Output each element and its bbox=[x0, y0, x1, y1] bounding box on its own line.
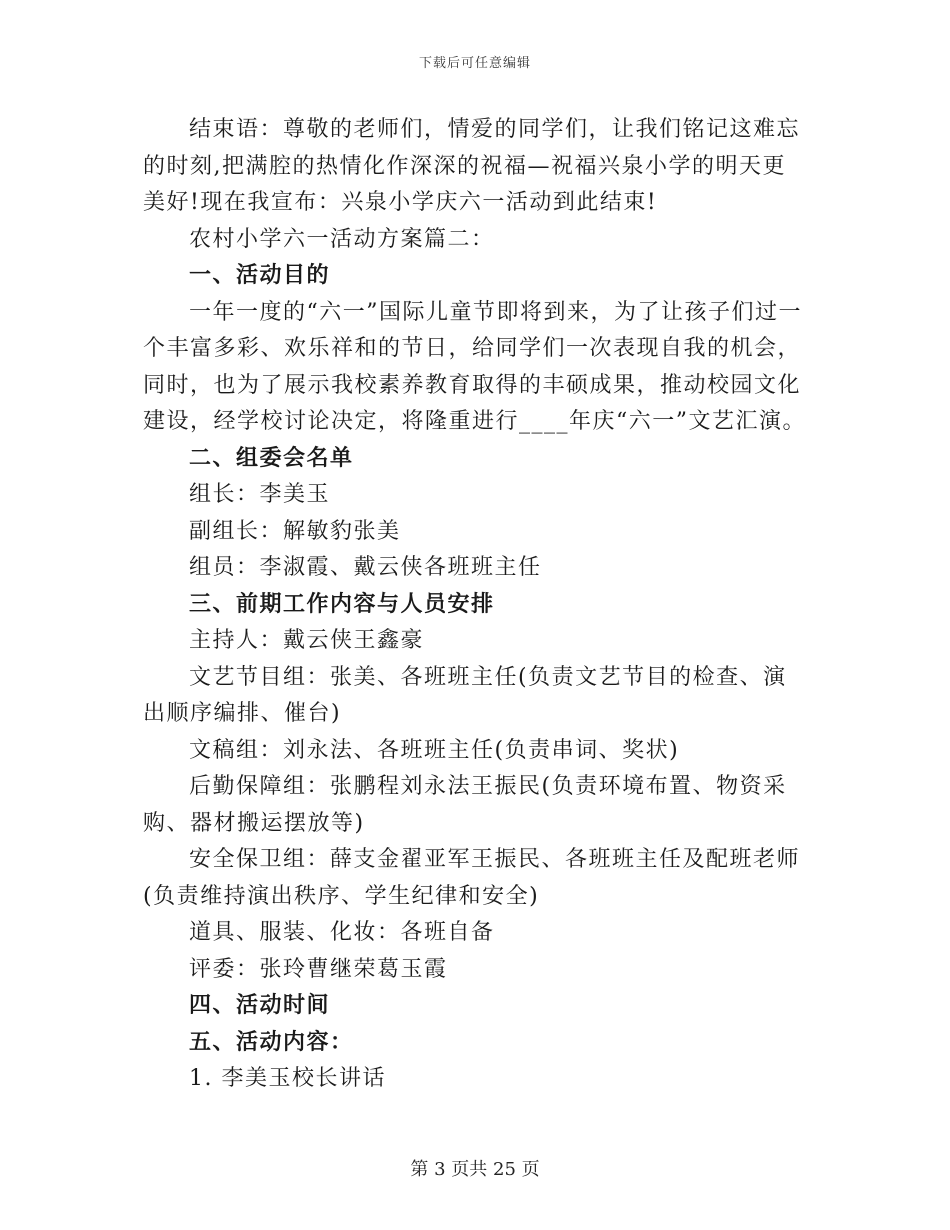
prep-script-group: 文稿组：刘永法、各班班主任(负责串词、奖状) bbox=[189, 737, 680, 763]
prep-security-group: 安全保卫组：薛支金翟亚军王振民、各班班主任及配班老师(负责维持演出秩序、学生纪律和安全) bbox=[143, 847, 801, 909]
section-heading-content: 五、活动内容： bbox=[189, 1029, 354, 1055]
paragraph-plan-two-title: 农村小学六一活动方案篇二： bbox=[189, 226, 495, 252]
prep-logistics-group: 后勤保障组：张鹏程刘永法王振民(负责环境布置、物资采购、器材搬运摆放等) bbox=[143, 774, 787, 836]
prep-judges: 评委：张玲曹继荣葛玉霞 bbox=[189, 956, 448, 982]
committee-leader: 组长：李美玉 bbox=[189, 482, 331, 507]
prep-hosts: 主持人：戴云侠王鑫豪 bbox=[189, 628, 425, 653]
section-heading-committee: 二、组委会名单 bbox=[189, 445, 354, 471]
prep-props: 道具、服装、化妆：各班自备 bbox=[189, 920, 495, 945]
content-item-1: 1. 李美玉校长讲话 bbox=[189, 1066, 386, 1091]
paragraph-purpose: 一年一度的“六一”国际儿童节即将到来，为了让孩子们过一个丰富多彩、欢乐祥和的节日，给同学们一次表现自我的机会，同时，也为了展示我校素养教育取得的丰硕成果，推动校园文化建设，经学校讨论决定，将隆重进行____年庆“六一”文艺汇演。 bbox=[143, 299, 806, 434]
section-heading-purpose: 一、活动目的 bbox=[189, 263, 331, 288]
paragraph-closing-remarks: 结束语：尊敬的老师们，情爱的同学们，让我们铭记这难忘的时刻,把满腔的热情化作深深的祝福—祝福兴泉小学的明天更美好!现在我宣布：兴泉小学庆六一活动到此结束! bbox=[143, 117, 801, 215]
committee-members: 组员：李淑霞、戴云侠各班班主任 bbox=[189, 555, 542, 580]
section-heading-time: 四、活动时间 bbox=[189, 993, 331, 1018]
page-header-note: 下载后可任意编辑 bbox=[418, 56, 531, 71]
page-number-footer: 第 3 页共 25 页 bbox=[410, 1159, 540, 1180]
prep-program-group: 文艺节目组：张美、各班班主任(负责文艺节目的检查、演出顺序编排、催台) bbox=[143, 664, 787, 726]
committee-deputy: 副组长：解敏豹张美 bbox=[189, 518, 401, 544]
document-body bbox=[143, 112, 808, 1098]
section-heading-preparation: 三、前期工作内容与人员安排 bbox=[189, 591, 495, 617]
